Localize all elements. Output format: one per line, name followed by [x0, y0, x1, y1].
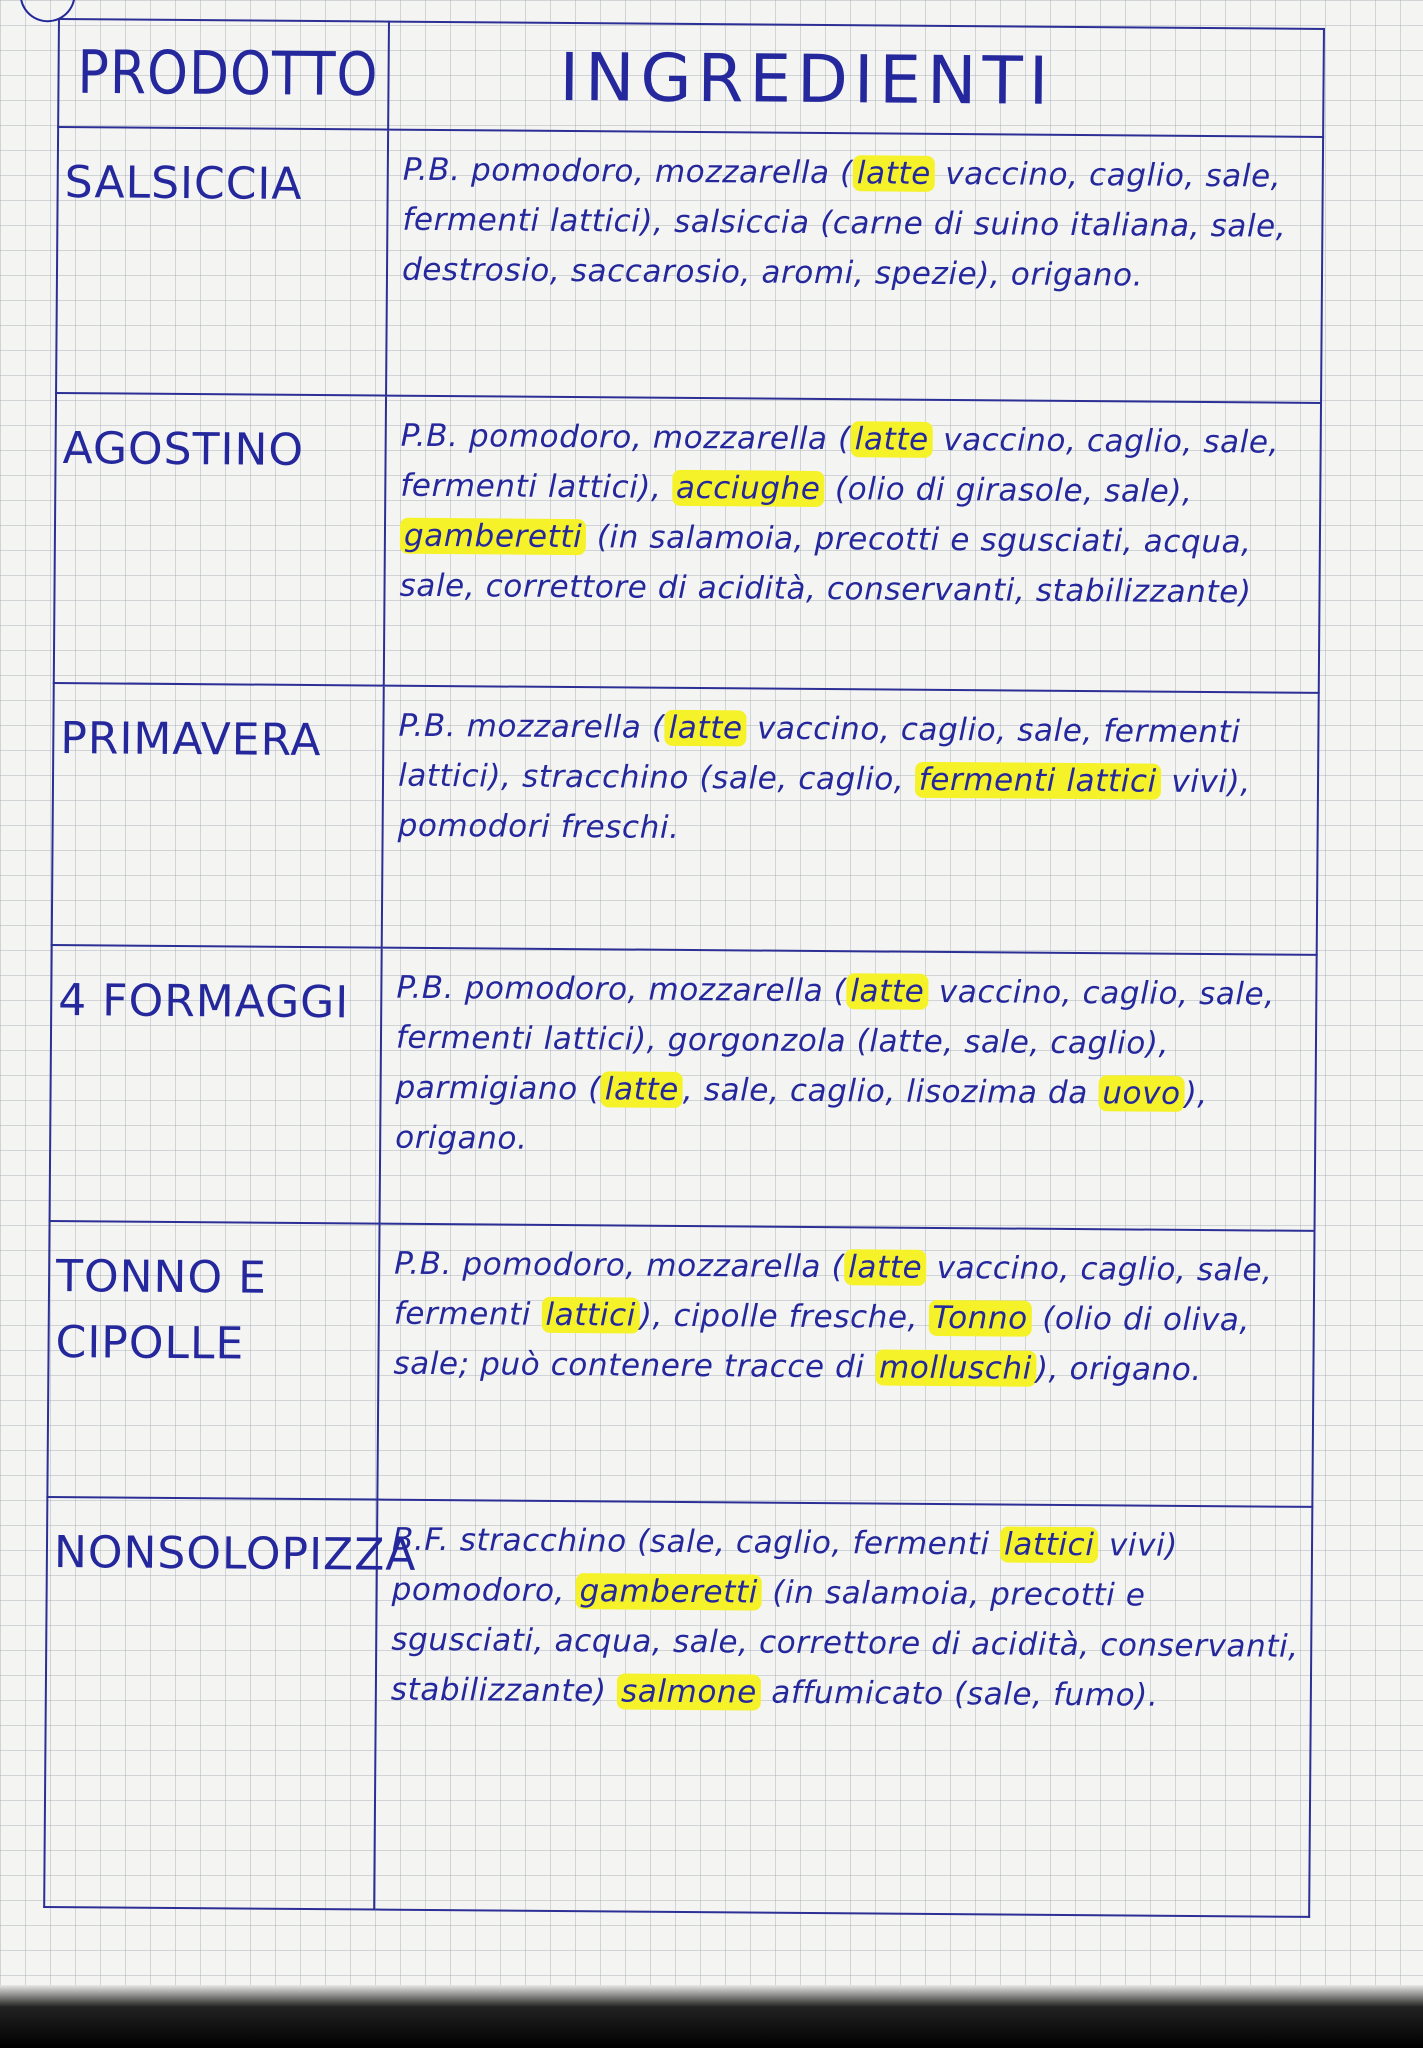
ingredient-segment: (olio di oliva, sale; può contenere tracce di [393, 1300, 1251, 1386]
ingredients-text [380, 948, 1317, 1231]
product-name: 4 FORMAGGI [50, 945, 382, 1224]
ingredients-text [382, 686, 1319, 955]
ingredient-segment: P.B. mozzarella ( [398, 707, 665, 746]
ingredient-segment: affumicato (sale, fumo). [760, 1674, 1159, 1714]
product-name: SALSICCIA [56, 127, 388, 396]
product-name: PRIMAVERA [52, 683, 384, 948]
table-row [44, 1497, 1312, 1917]
allergen-highlight: acciughe [672, 470, 825, 507]
table-row [52, 683, 1319, 955]
ingredient-segment: (in salamoia, precotti e sgusciati, acqua, sale, correttore di acidità, conservanti, stabilizzante) [399, 519, 1252, 611]
table-body [44, 127, 1323, 1917]
allergen-highlight: molluschi [875, 1349, 1036, 1386]
header-ingredients: INGREDIENTI [388, 22, 1324, 137]
ingredient-segment: vivi) pomodoro, [391, 1527, 1179, 1610]
header-product: PRODOTTO [58, 11, 389, 138]
page-bottom-edge [0, 1985, 1423, 2048]
allergen-highlight: salmone [617, 1673, 761, 1710]
ingredient-segment: P.B. pomodoro, mozzarella ( [396, 969, 847, 1010]
ingredient-segment: ), origano. [1035, 1350, 1202, 1389]
ingredient-segment: ), origano. [395, 1075, 1208, 1157]
product-name: AGOSTINO [54, 393, 386, 686]
ingredients-text [374, 1500, 1312, 1917]
ingredient-segment: P.B. pomodoro, mozzarella ( [394, 1245, 845, 1286]
ingredient-segment: (in salamoia, precotti e sgusciati, acqua, sale, correttore di acidità, conservanti, stabilizzante) [390, 1574, 1299, 1710]
ingredient-segment: vaccino, caglio, sale, fermenti [393, 1249, 1273, 1333]
ingredient-segment: B.F. stracchino (sale, caglio, fermenti [391, 1521, 1001, 1563]
allergen-highlight: latte [601, 1071, 683, 1108]
ingredients-text [377, 1224, 1314, 1507]
ingredients-text [384, 396, 1321, 693]
allergen-highlight: lattici [541, 1297, 640, 1334]
allergen-highlight: latte [846, 973, 928, 1010]
allergen-highlight: latte [844, 1249, 926, 1286]
allergen-highlight: uovo [1098, 1075, 1185, 1112]
allergen-highlight: fermenti lattici [915, 762, 1161, 800]
allergen-highlight: gamberetti [400, 518, 587, 555]
allergen-highlight: Tonno [928, 1300, 1032, 1337]
ingredient-segment: vaccino, caglio, sale, fermenti lattici), gorgonzola (latte, sale, caglio), parmigiano ( [395, 973, 1275, 1108]
allergen-highlight: gamberetti [575, 1573, 762, 1610]
ingredients-text [386, 130, 1323, 403]
allergen-highlight: latte [853, 155, 935, 192]
ingredient-segment: ), cipolle fresche, [639, 1297, 929, 1336]
product-name: TONNO E CIPOLLE [47, 1221, 379, 1500]
ingredient-segment: P.B. pomodoro, mozzarella ( [400, 417, 851, 458]
ingredient-segment: vaccino, caglio, sale, fermenti lattici), [400, 421, 1280, 506]
table-row [47, 1221, 1314, 1507]
product-name: NONSOLOPIZZA [44, 1497, 377, 1910]
ingredient-segment: , sale, caglio, lisozima da [682, 1071, 1099, 1112]
allergen-highlight: latte [664, 710, 746, 747]
ingredient-segment: vaccino, caglio, sale, fermenti lattici), salsiccia (carne di suino italiana, sale, destrosio, saccarosio, aromi, spezie), origano. [401, 155, 1287, 294]
ingredient-segment: vivi), pomodori freschi. [397, 763, 1251, 846]
table-row [50, 945, 1317, 1231]
ingredient-segment: P.B. pomodoro, mozzarella ( [402, 151, 853, 192]
table-row [56, 127, 1323, 403]
allergen-highlight: latte [851, 421, 933, 458]
allergen-highlight: lattici [1000, 1526, 1099, 1563]
ingredients-table [43, 18, 1325, 1918]
table-header-row [58, 19, 1324, 137]
table-row [54, 393, 1321, 693]
ingredient-segment: vaccino, caglio, sale, fermenti lattici), stracchino (sale, caglio, [397, 710, 1241, 798]
ingredient-segment: (olio di girasole, sale), [824, 471, 1193, 510]
